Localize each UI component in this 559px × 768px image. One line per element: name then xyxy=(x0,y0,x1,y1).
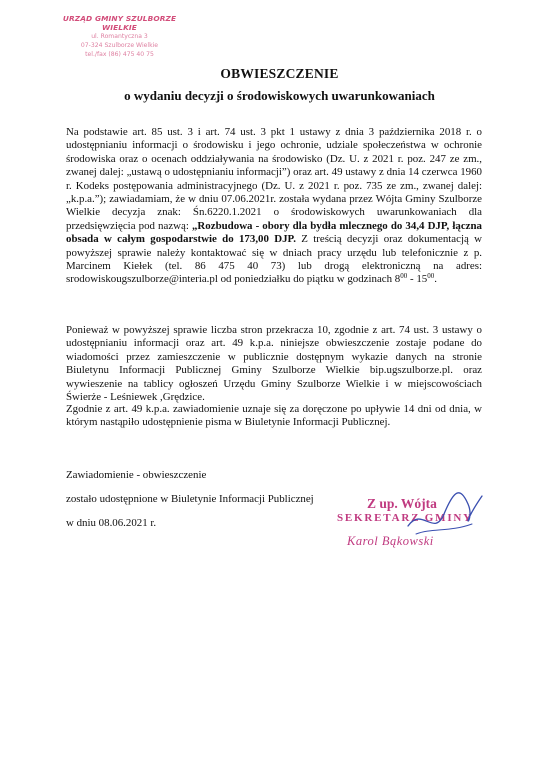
paragraph-main-text-b: Z treścią decyzji oraz dokumentacją w powyższej sprawie należy kontaktować się w dniach pracy urzędu lub telefonicznie z p. Marcinem Kiełek (tel. 86 475 40 73) lub drogą elektroniczną na adres: srodowiskougszulborze@interia.pl od poniedziałku do piątku w godzinach 8 xyxy=(66,233,482,286)
stamp-office-name: URZĄD GMINY SZULBORZE WIELKIE xyxy=(62,14,177,32)
notice-date-line: w dniu 08.06.2021 r. xyxy=(66,517,157,529)
paragraph-main-text-a: Na podstawie art. 85 ust. 3 i art. 74 ust. 3 pkt 1 ustawy z dnia 3 października 2018 r. o udostępnianiu informacji o środowisku i jego ochronie, udziale społeczeństwa w ochronie środowiska oraz o ocenach oddziaływania na środowisko (Dz. U. z 2021 r. poz. 247 ze zm., zwanej dalej: „ustawą o udostępnianiu informacji”) oraz art. 49 ustawy z dnia 14 czerwca 1960 r. Kodeks postępowania administracyjnego (Dz. U. z 2021 r. poz. 735 ze zm., zwanej dalej: „k.p.a.”); zawiadamiam, że w dniu 07.06.2021r. została wydana przez Wójta Gminy Szulborze Wielkie decyzja znak: Śn.6220.1.2021 o środowiskowych uwarunkowaniach dla przedsięwzięcia pod nazwą: xyxy=(66,126,482,232)
stamp-street: ul. Romantyczna 3 xyxy=(91,33,148,40)
paragraph-main xyxy=(66,126,482,287)
stamp-phone: tel./fax (86) 475 40 75 xyxy=(85,51,154,58)
signature-on-behalf: Z up. Wójta xyxy=(367,496,437,511)
notice-label: Zawiadomienie - obwieszczenie xyxy=(66,469,207,481)
paragraph-publication: Ponieważ w powyższej sprawie liczba stron przekracza 10, zgodnie z art. 74 ust. 3 ustawy o udostępnianiu informacji oraz art. 49 k.p.a. niniejsze obwieszczenie zostaje podane do wiadomości przez zamieszczenie w publicznie dostępnym wykazie danych na stronie Biuletynu Informacji Publicznej Gminy Szulborze Wielkie bip.ugszulborze.pl. oraz wywieszenie na tablicy ogłoszeń Urzędu Gminy Szulborze Wielkie i w miejscowościach Świerże - Leśniewek ,Grędzice. xyxy=(66,324,482,404)
paragraph-delivery: Zgodnie z art. 49 k.p.a. zawiadomienie uznaje się za doręczone po upływie 14 dni od dnia, w którym nastąpiło udostępnienie pisma w Biuletynie Informacji Publicznej. xyxy=(66,403,482,429)
signature-role: SEKRETARZ GMINY xyxy=(337,512,473,524)
document-subtitle: o wydaniu decyzji o środowiskowych uwarunkowaniach xyxy=(124,88,435,103)
hours-end-superscript: 00 xyxy=(427,272,435,281)
handwritten-signature-icon xyxy=(398,478,488,548)
signature-name: Karol Bąkowski xyxy=(347,534,434,548)
hours-dash: - 15 xyxy=(407,273,428,286)
document-title: OBWIESZCZENIE xyxy=(220,66,339,81)
paragraph-main-end: . xyxy=(434,273,437,286)
notice-published-line: zostało udostępnione w Biuletynie Informacji Publicznej xyxy=(66,493,314,505)
office-stamp xyxy=(52,14,187,59)
hours-start-superscript: 00 xyxy=(400,272,408,281)
stamp-postcode: 07-324 Szulborze Wielkie xyxy=(80,42,159,49)
project-name: „Rozbudowa - obory dla bydła mlecznego do 34,4 DJP, łączna obsada w całym gospodarstwie do 173,00 DJP. xyxy=(66,219,482,246)
